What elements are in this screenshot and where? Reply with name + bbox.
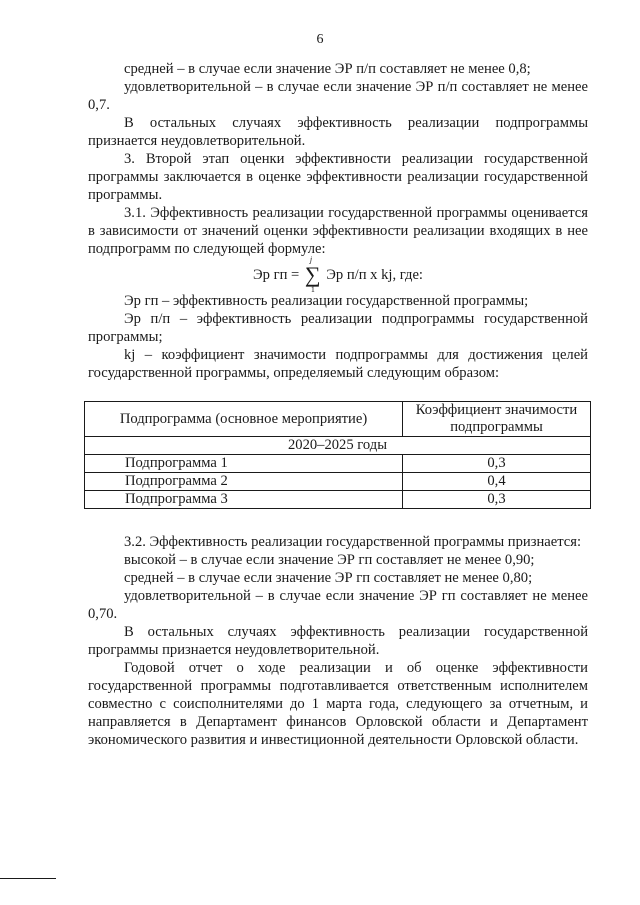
paragraph-3-2: 3.2. Эффективность реализации государственной программы признается: bbox=[124, 534, 582, 550]
table-header-row bbox=[85, 402, 591, 437]
paragraph-criterion-satisfactory: удовлетворительной – в случае если значение ЭР гп составляет не менее 0,70. bbox=[88, 588, 588, 622]
coefficient-value: 0,4 bbox=[403, 473, 591, 491]
paragraph-criterion-medium-subprogram: средней – в случае если значение ЭР п/п составляет не менее 0,8; bbox=[124, 61, 531, 77]
formula-right: Эр п/п х kj, где: bbox=[326, 267, 423, 283]
period-cell: 2020–2025 годы bbox=[85, 437, 591, 455]
definition-kj: kj – коэффициент значимости подпрограммы для достижения целей государственной программы, определяемый следующим образом: bbox=[88, 347, 588, 381]
paragraph-annual-report: Годовой отчет о ходе реализации и об оценке эффективности государственной программы подготавливается ответственным исполнителем совместно с соисполнителями до 1 марта года, следующего за отчетным, и направляется в Департамент финансов Орловской области и Департамент экономического развития и инвестиционной деятельности Орловской области. bbox=[88, 660, 588, 748]
subprogram-name: Подпрограмма 3 bbox=[85, 491, 403, 509]
coefficient-value: 0,3 bbox=[403, 455, 591, 473]
header-coefficient: Коэффициент значимости подпрограммы bbox=[403, 402, 591, 437]
paragraph-second-stage: 3. Второй этап оценки эффективности реализации государственной программы заключается в оценке эффективности реализации государственной программы. bbox=[88, 151, 588, 203]
coefficient-value: 0,3 bbox=[403, 491, 591, 509]
paragraph-3-1: 3.1. Эффективность реализации государственной программы оценивается в зависимости от значений оценки эффективности реализации входящих в нее подпрограмм по следующей формуле: bbox=[88, 205, 588, 257]
paragraph-unsatisfactory-subprogram: В остальных случаях эффективность реализации подпрограммы признается неудовлетворительной. bbox=[88, 115, 588, 149]
coefficient-table bbox=[84, 401, 591, 509]
paragraph-criterion-satisfactory-subprogram: удовлетворительной – в случае если значение ЭР п/п составляет не менее 0,7. bbox=[88, 79, 588, 113]
text-block-bottom bbox=[88, 533, 588, 749]
table-row bbox=[85, 455, 591, 473]
paragraph-criterion-medium: средней – в случае если значение ЭР гп составляет не менее 0,80; bbox=[124, 570, 533, 586]
page-number: 6 bbox=[316, 32, 324, 47]
paragraph-unsatisfactory-program: В остальных случаях эффективность реализации государственной программы признается неудовлетворительной. bbox=[88, 624, 588, 658]
formula-left: Эр гп = bbox=[253, 267, 300, 283]
table-period-row bbox=[85, 437, 591, 455]
sigma-symbol: ∑ j 1 bbox=[304, 255, 321, 294]
efficiency-formula bbox=[88, 255, 588, 294]
sigma-lower-limit: 1 bbox=[310, 285, 315, 294]
table-row bbox=[85, 473, 591, 491]
subprogram-name: Подпрограмма 1 bbox=[85, 455, 403, 473]
subprogram-name: Подпрограмма 2 bbox=[85, 473, 403, 491]
definition-er-gp: Эр гп – эффективность реализации государственной программы; bbox=[124, 293, 529, 309]
footnote-separator bbox=[0, 878, 56, 879]
sigma-upper-limit: j bbox=[309, 255, 313, 264]
definition-er-pp: Эр п/п – эффективность реализации подпрограммы государственной программы; bbox=[88, 311, 588, 345]
text-block-top bbox=[88, 60, 588, 382]
header-subprogram: Подпрограмма (основное мероприятие) bbox=[85, 402, 403, 437]
table-row bbox=[85, 491, 591, 509]
paragraph-criterion-high: высокой – в случае если значение ЭР гп составляет не менее 0,90; bbox=[124, 552, 535, 568]
